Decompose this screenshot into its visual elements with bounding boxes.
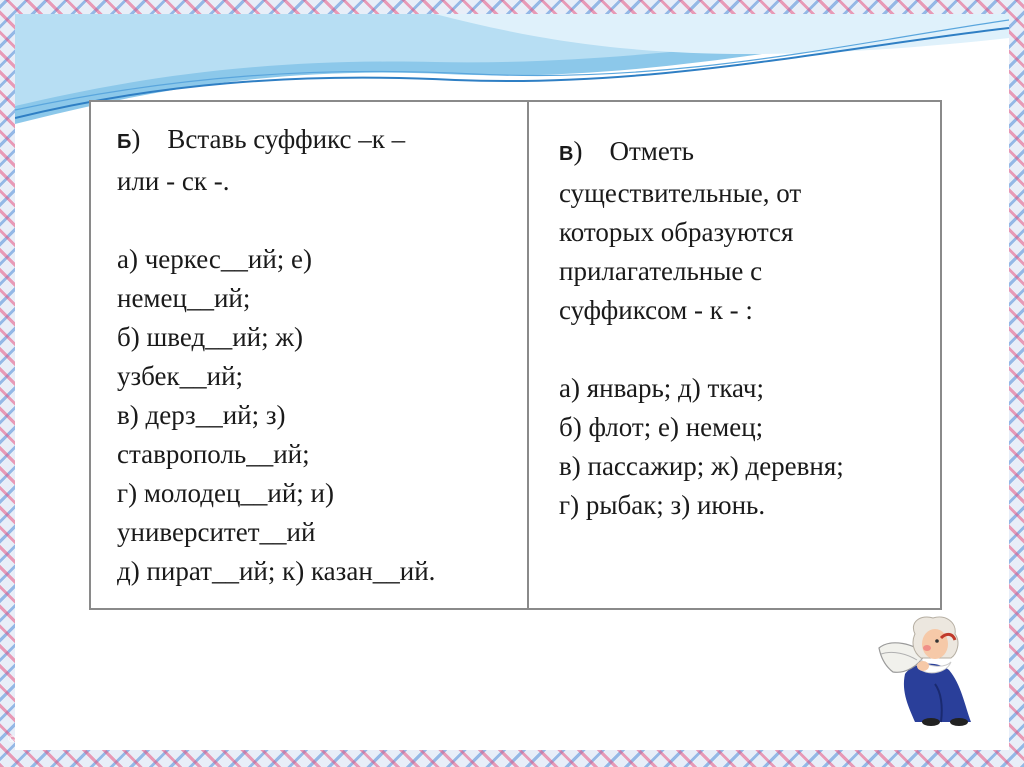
task-b-line: а) черкес__ий; е) (117, 244, 312, 274)
task-v-cell (529, 102, 940, 608)
task-v-line: а) январь; д) ткач; (559, 373, 765, 403)
task-b-line: г) молодец__ий; и) (117, 478, 335, 508)
task-b-line: немец__ий; (117, 283, 251, 313)
task-v-instruction-1: Отметь (609, 136, 694, 166)
task-v-instruction: существительные, от (559, 178, 802, 208)
task-b-heading (117, 120, 527, 162)
task-b-line: ставрополь__ий; (117, 439, 310, 469)
author-credit: © Фокина Лидия Петровна (8, 734, 136, 745)
task-v-text (559, 132, 940, 525)
task-v-line: в) пассажир; ж) деревня; (559, 451, 844, 481)
task-v-line: б) флот; е) немец; (559, 412, 764, 442)
slide (15, 14, 1009, 750)
task-v-heading (559, 132, 940, 174)
task-b-line: б) швед__ий; ж) (117, 322, 304, 352)
tasks-table (89, 100, 942, 610)
task-v-paren: ) (573, 136, 583, 166)
task-b-instruction-2: или - ск -. (117, 166, 230, 196)
task-b-line: д) пират__ий; к) казан__ий. (117, 556, 436, 586)
task-b-line: в) дерз__ий; з) (117, 400, 286, 430)
task-v-instruction: суффиксом - к - : (559, 295, 753, 325)
task-v-line: г) рыбак; з) июнь. (559, 490, 766, 520)
task-v-instruction: прилагательные с (559, 256, 763, 286)
scholar-mascot-icon (875, 614, 985, 726)
task-b-text (117, 120, 527, 591)
task-b-cell (91, 102, 529, 608)
task-b-paren: ) (131, 124, 141, 154)
task-b-instruction-1: Вставь суффикс –к – (167, 124, 406, 154)
task-v-letter: В (559, 143, 574, 165)
task-v-instruction: которых образуются (559, 217, 794, 247)
task-b-line: узбек__ий; (117, 361, 244, 391)
task-b-line: университет__ий (117, 517, 316, 547)
task-b-letter: Б (117, 131, 132, 153)
